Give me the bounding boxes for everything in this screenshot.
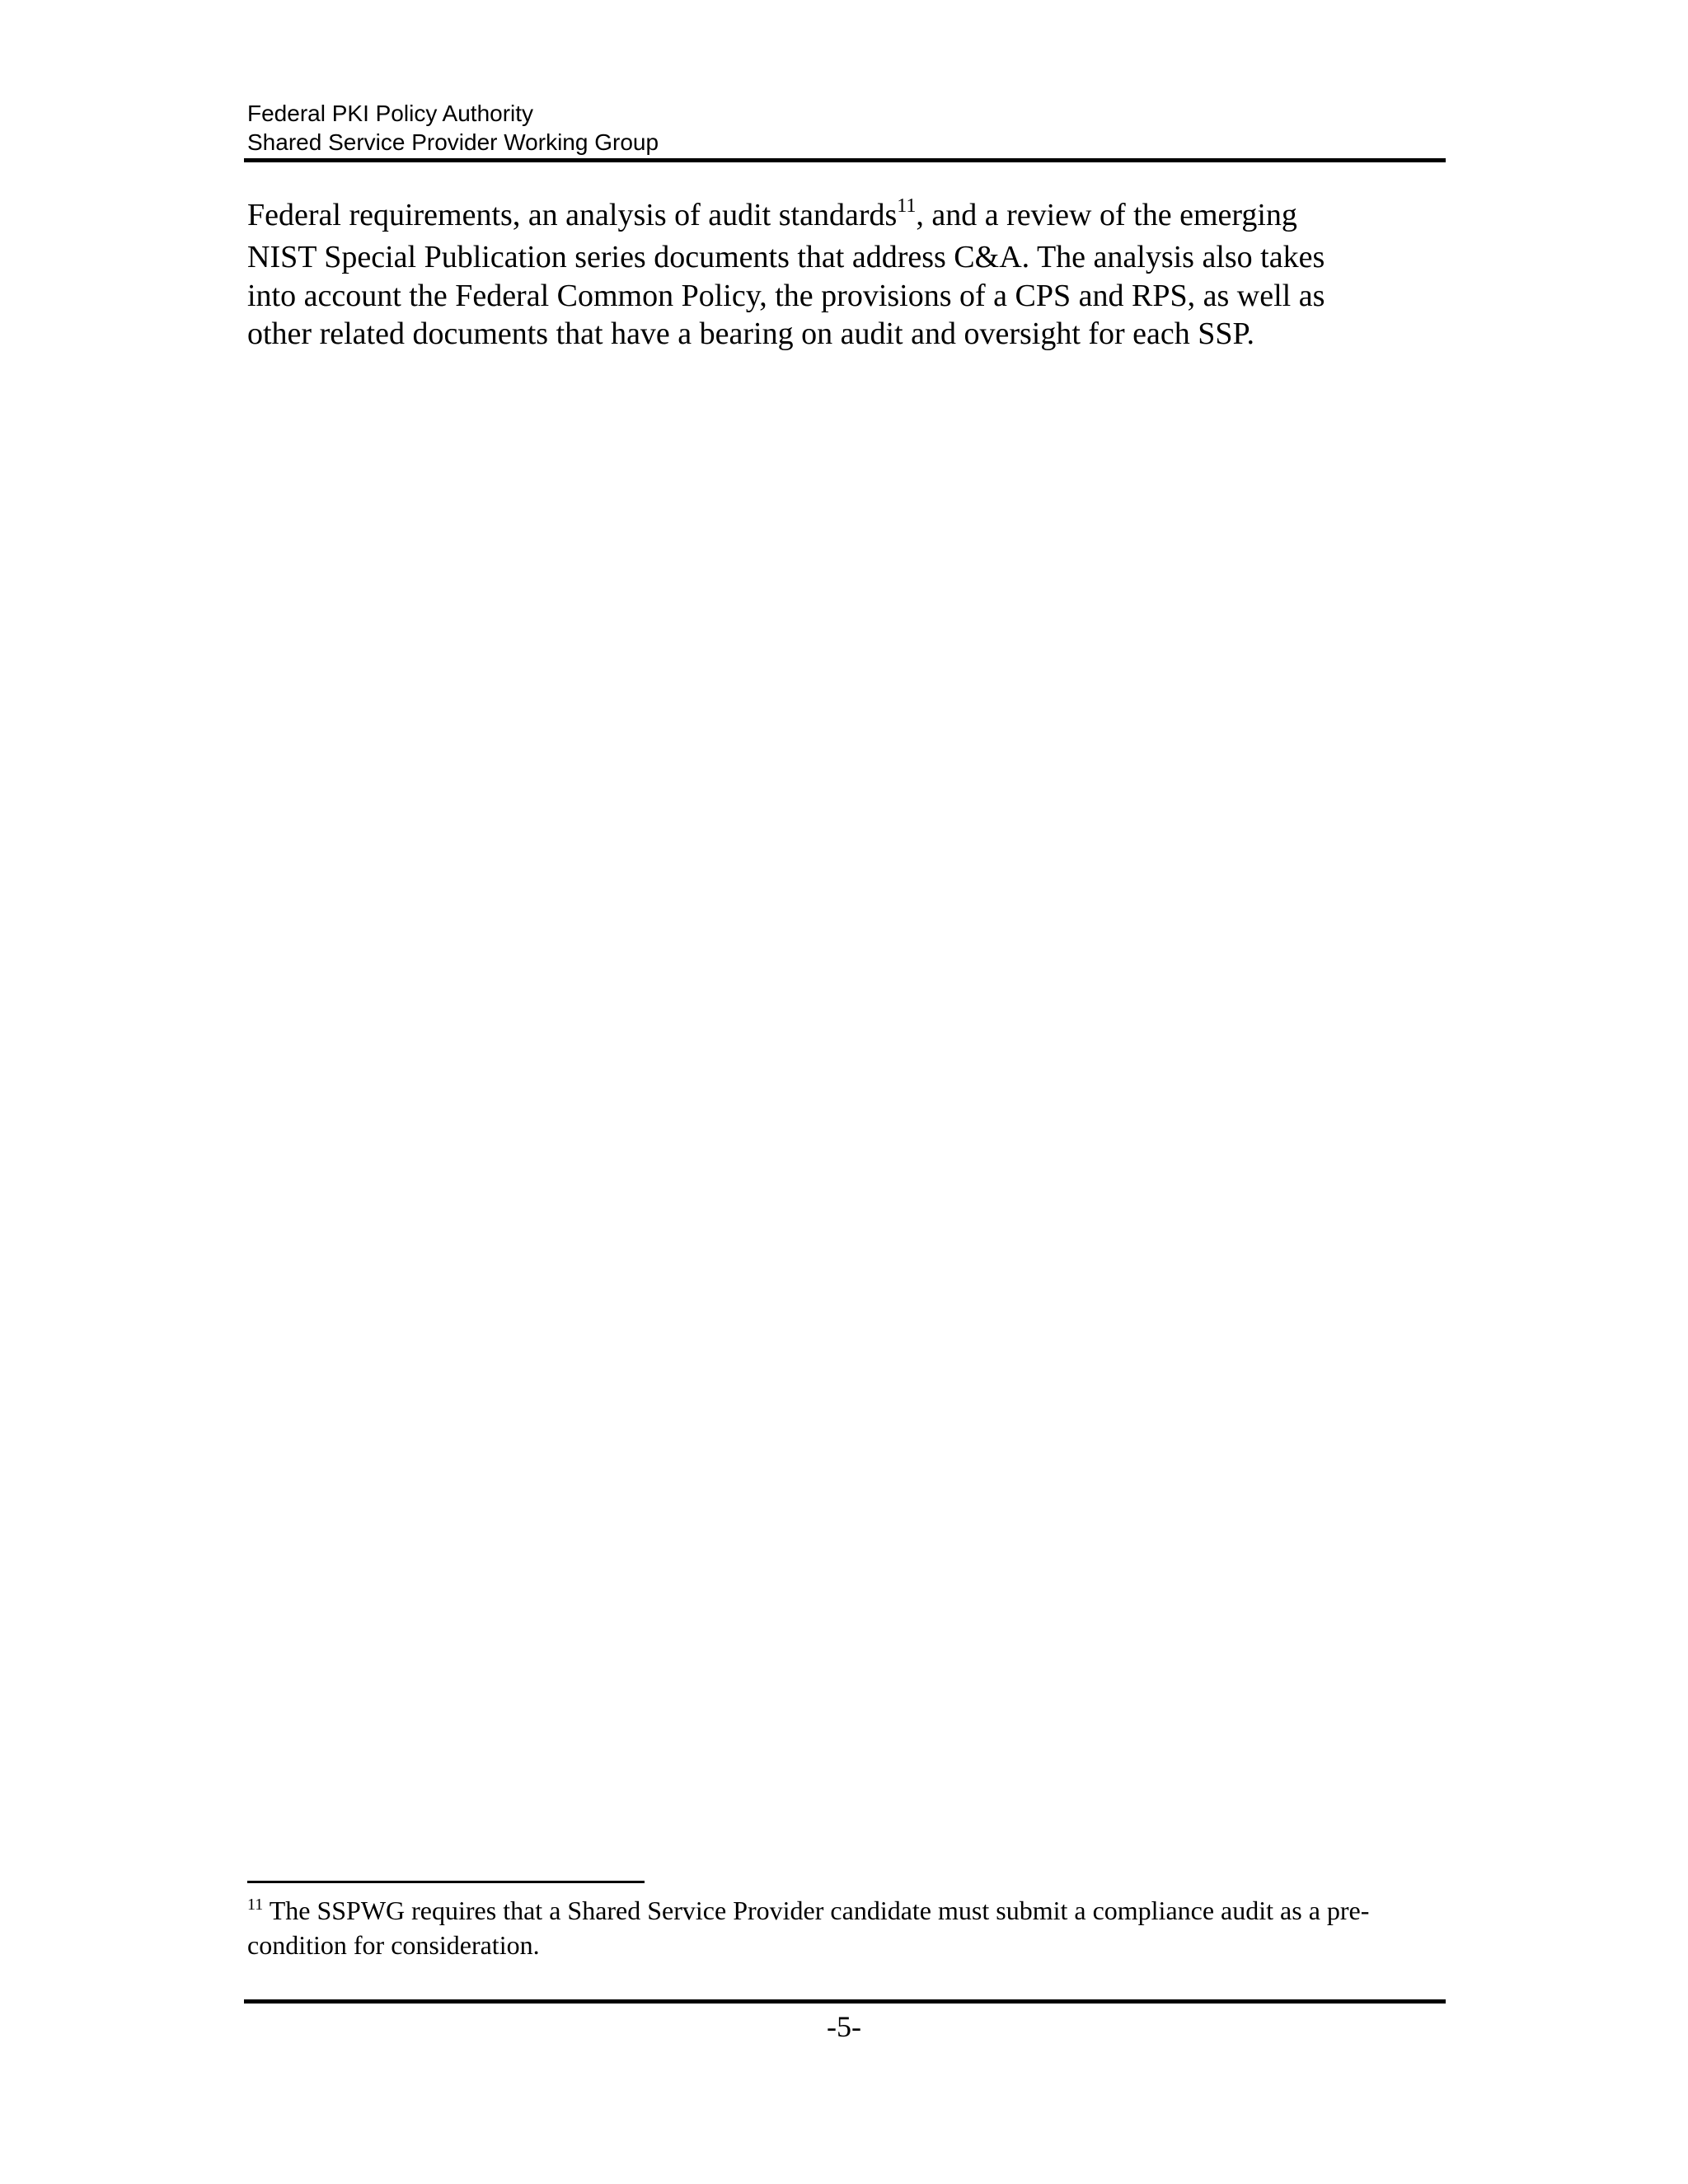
page-header: [247, 99, 1442, 157]
footnote-reference[interactable]: 11: [897, 195, 917, 217]
footer-rule: [244, 1999, 1446, 2004]
body-paragraph: [247, 196, 1451, 353]
header-organization: Federal PKI Policy Authority: [247, 101, 534, 126]
footnote-text: The SSPWG requires that a Shared Service Provider candidate must submit a compliance audit as a pre-: [263, 1896, 1370, 1925]
body-line-3: into account the Federal Common Policy, the provisions of a CPS and RPS, as well as: [247, 278, 1325, 313]
body-line-4: other related documents that have a bearing on audit and oversight for each SSP.: [247, 316, 1254, 351]
footnote: [247, 1896, 1451, 1961]
footnote-marker: 11: [247, 1896, 264, 1914]
body-line-1: [247, 196, 1451, 238]
header-working-group: Shared Service Provider Working Group: [247, 129, 659, 155]
body-line-2: NIST Special Publication series documents that address C&A. The analysis also takes: [247, 240, 1325, 275]
page-number: -5-: [827, 2010, 861, 2043]
body-line-1-text: Federal requirements, an analysis of audit standards: [247, 198, 898, 232]
footnote-separator: [247, 1881, 645, 1883]
body-line-1-text-cont: , and a review of the emerging: [916, 198, 1297, 232]
header-rule: [244, 158, 1446, 162]
footnote-line-1: [247, 1896, 1451, 1930]
footnote-line-2: condition for consideration.: [247, 1930, 540, 1960]
